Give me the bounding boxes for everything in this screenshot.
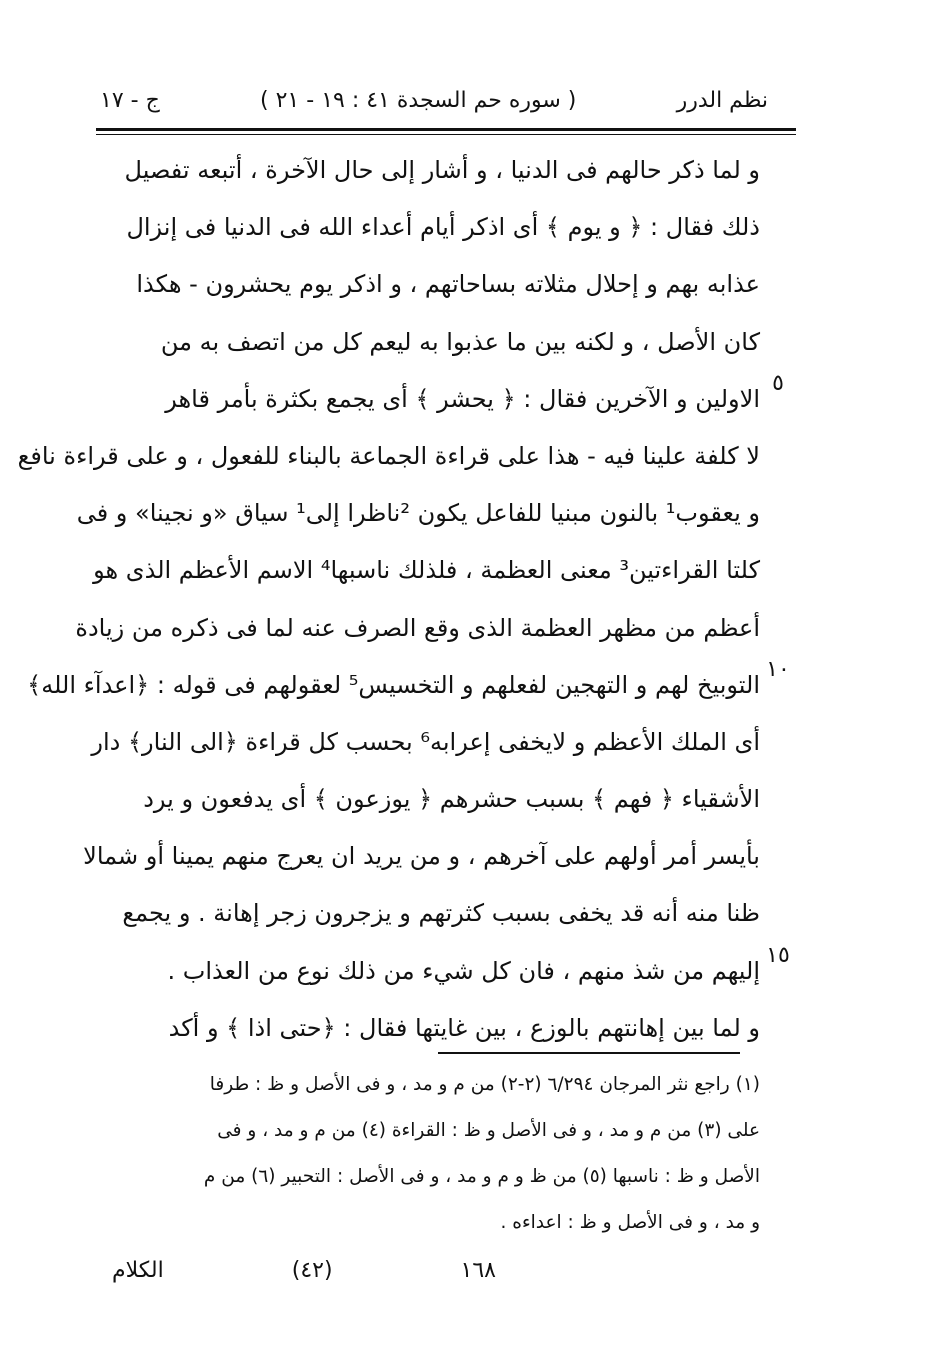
text-line: الاولين و الآخرين فقال : ﴿ يحشر ﴾ أى يجمع بكثرة بأمر قاهر [165,384,760,413]
text-line: التوبيخ لهم و التهجين لفعلهم و التخسيس⁵ لعقولهم فى قوله : ﴿اعدآء الله﴾ [27,670,760,699]
text-line: و يعقوب¹ بالنون مبنيا للفاعل يكون ²ناظرا إلى¹ سياق «و نجينا» و فى [76,499,760,528]
part-number: (٤٢) [291,1257,333,1283]
text-line: لا كلفة علينا فيه - هذا على قراءة الجماعة بالبناء للفعول ، و على قراءة نافع [17,441,760,470]
text-line: كلتا القراءتين³ معنى العظمة ، فلذلك ناسبها⁴ الاسم الأعظم الذى هو [93,556,760,585]
footnote-line: و مد ، و فى الأصل و ظ : اعداءه . [500,1212,760,1233]
footnote-rule [438,1052,740,1054]
page-number: ١٦٨ [460,1257,496,1283]
text-line: أى الملك الأعظم و لايخفى إعرابه⁶ بحسب كل قراءة ﴿الى النار﴾ دار [91,727,760,756]
text-line: بأيسر أمر أولهم على آخرهم ، و من يريد ان يعرج منهم يمينا أو شمالا [83,842,760,871]
text-line: إليهم من شذ منهم ، فان كل شيء من ذلك نوع من العذاب . [167,956,760,985]
surah-reference: ( سوره حم السجدة ٤١ : ١٩ - ٢١ ) [260,87,577,113]
text-line: الأشقياء ﴿ فهم ﴾ بسبب حشرهم ﴿ يوزعون ﴾ أى يدفعون و يرد [143,785,760,814]
running-header [100,78,768,122]
footnote-line: (١) راجع نثر المرجان ٦/٢٩٤ (٢-٢) من م و مد ، و فى الأصل و ظ : طرفا [209,1074,760,1095]
text-line: كان الأصل ، و لكنه بين ما عذبوا به ليعم كل من اتصف به من [160,327,760,356]
line-number-5: ٥ [772,371,784,396]
footnote-line: على (٣) من م و مد ، و فى الأصل و ظ : القراءة (٤) من م و مد ، و فى [217,1120,760,1141]
header-rule [96,128,796,131]
main-text [17,142,760,1057]
footnotes [100,1062,760,1246]
text-line: أعظم من مظهر العظمة الذى وقع الصرف عنه لما فى ذكره من زيادة [75,613,760,642]
page-footer [112,1250,496,1290]
text-line: ظنا منه أنه قد يخفى بسبب كثرتهم و يزجرون زجر إهانة . و يجمع [122,899,760,928]
line-number-15: ١٥ [766,943,790,968]
header-rule-thin [96,134,796,135]
volume-label: ج - ١٧ [100,87,160,113]
text-line: و لما بين إهانتهم بالوزع ، بين غايتها فقال : ﴿حتى اذا ﴾ و أكد [168,1013,760,1042]
text-line: عذابه بهم و إحلال مثلاته بساحاتهم ، و اذكر يوم يحشرون - هكذا [136,270,760,299]
catchword: الكلام [112,1257,164,1283]
text-line: ذلك فقال : ﴿ و يوم ﴾ أى اذكر أيام أعداء الله فى الدنيا فى إنزال [126,213,760,242]
text-line: و لما ذكر حالهم فى الدنيا ، و أشار إلى حال الآخرة ، أتبعه تفصيل [124,156,760,184]
footnote-line: الأصل و ظ : ناسبها (٥) من ظ و م و مد ، و فى الأصل : التحبير (٦) من م [203,1166,760,1187]
book-title: نظم الدرر [676,87,768,113]
line-number-10: ١٠ [766,657,790,682]
